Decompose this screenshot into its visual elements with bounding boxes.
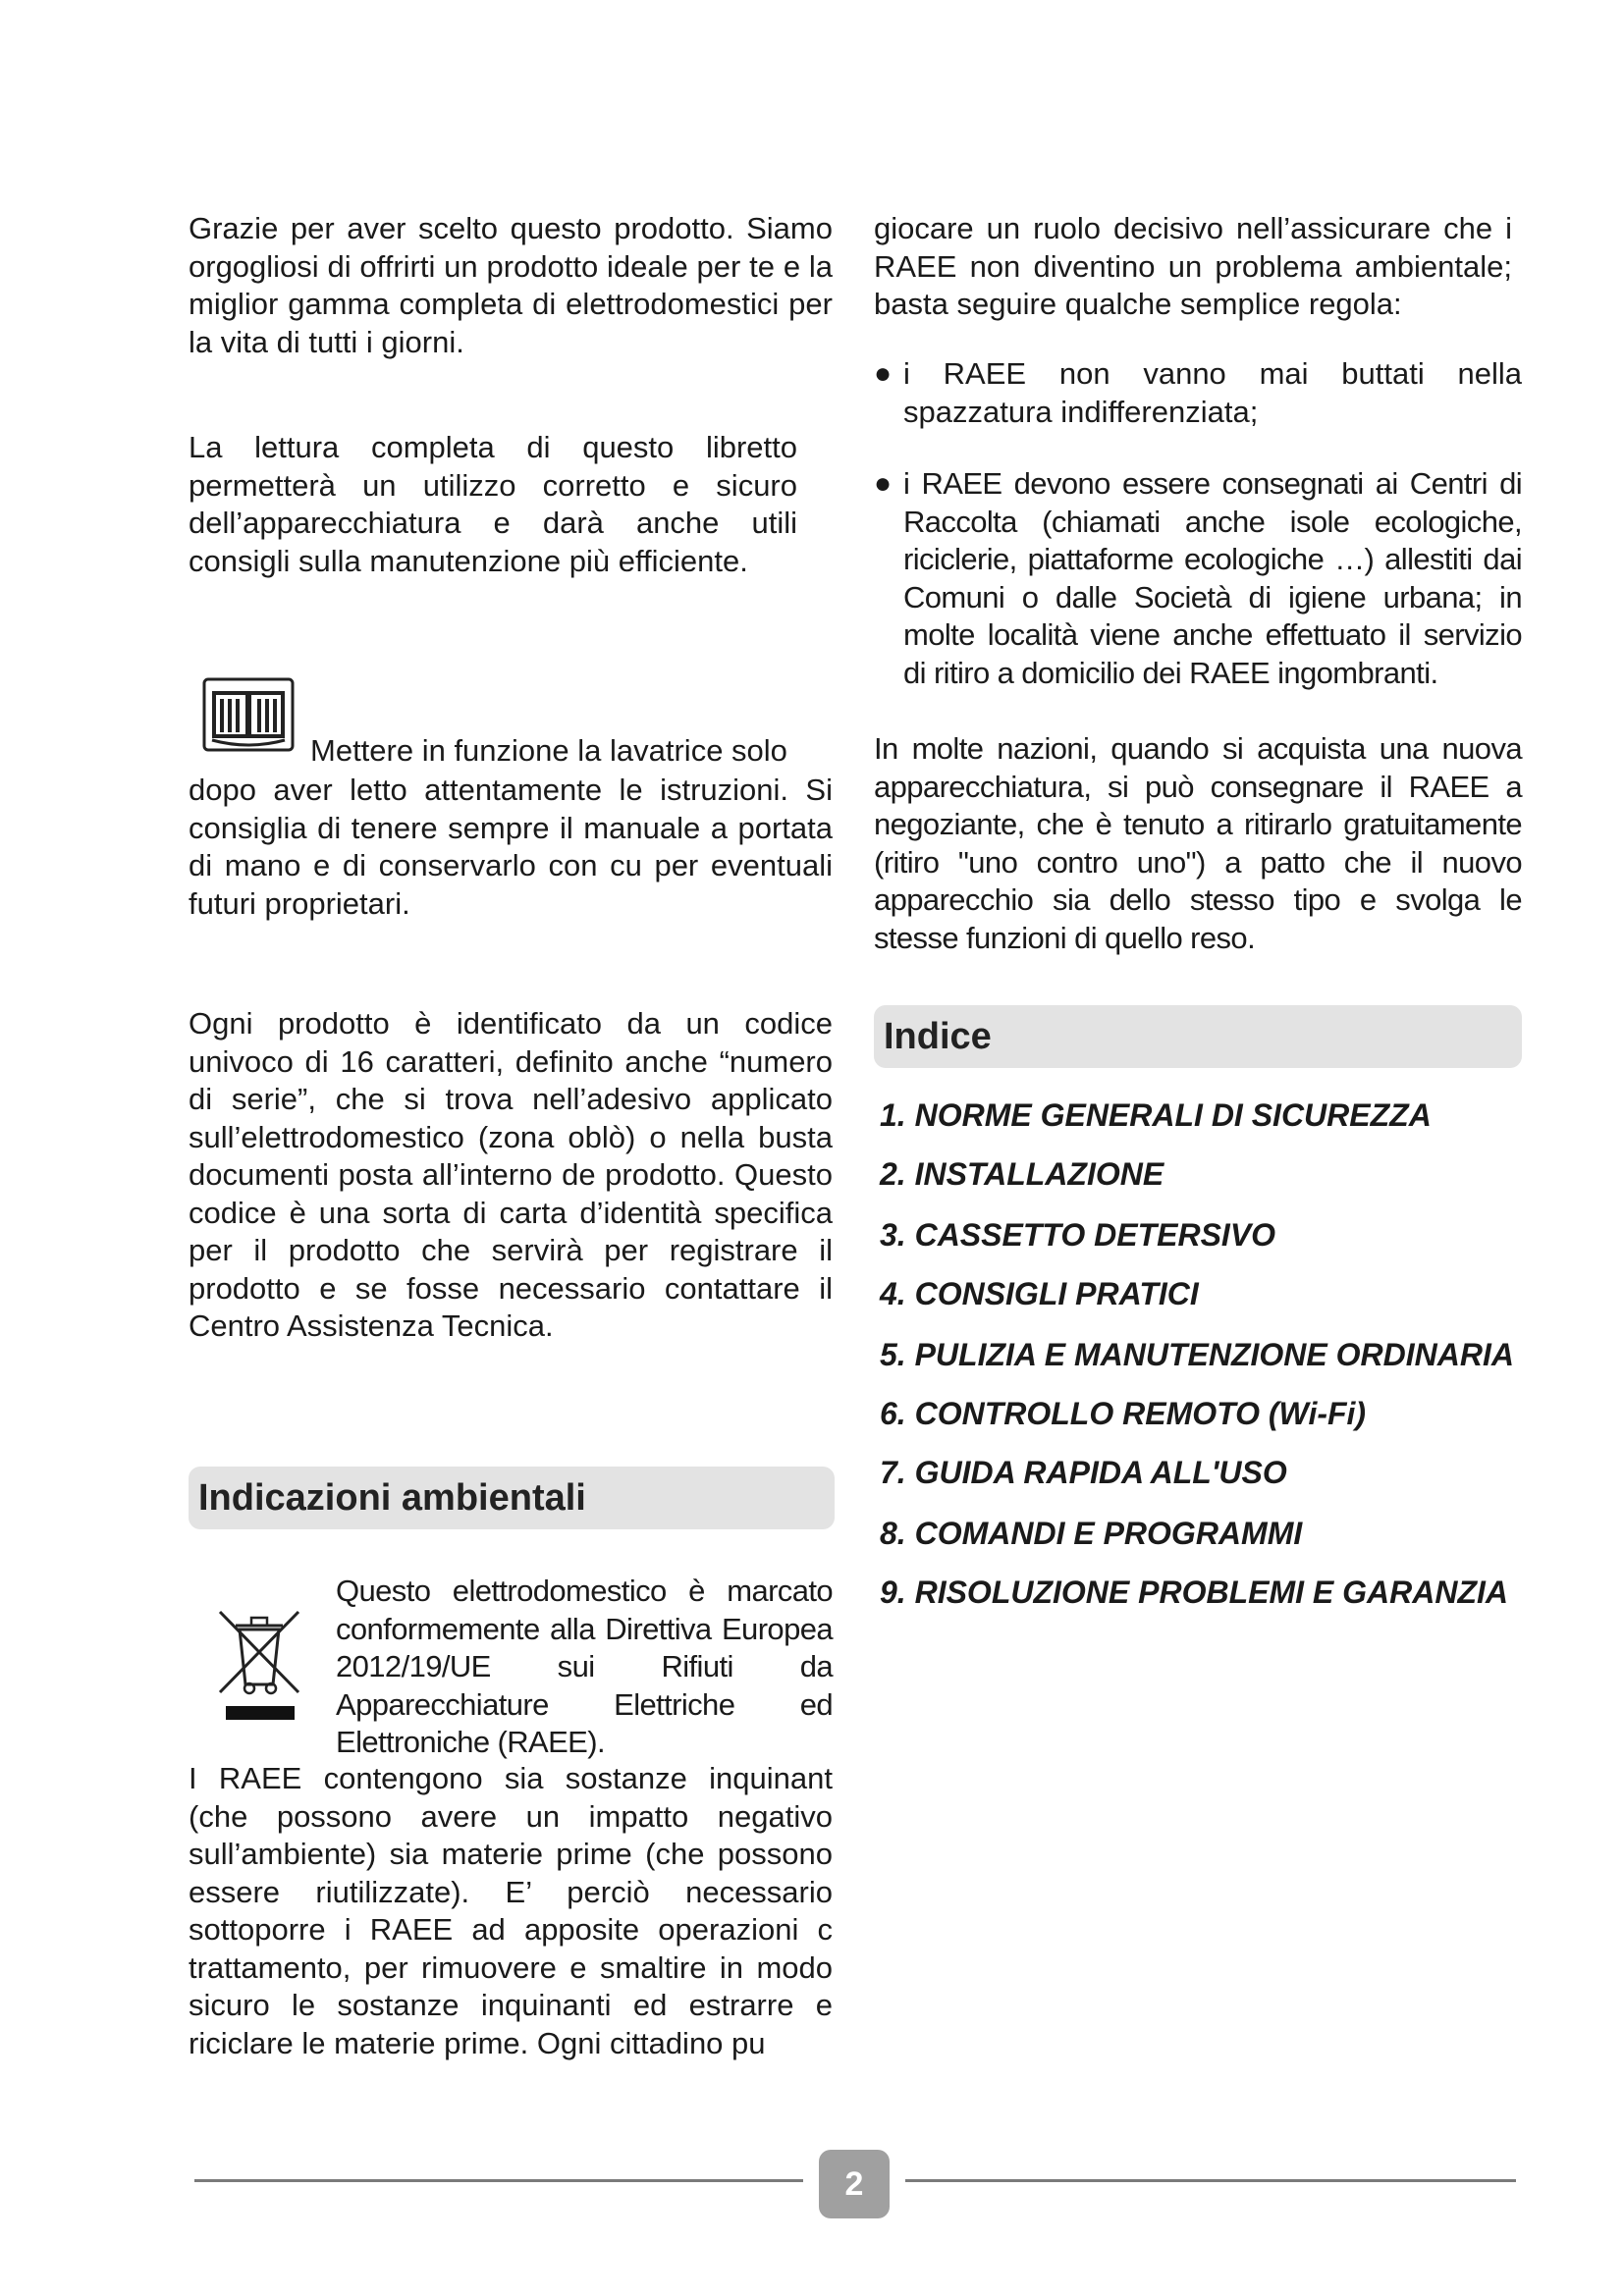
manual-notice-paragraph: dopo aver letto attentamente le istruzioni. Si consiglia di tenere sempre il manuale a portata di mano e di conservarlo con cu per eventuali futuri proprietari. — [189, 773, 833, 921]
list-item — [874, 355, 1522, 431]
nations-paragraph: In molte nazioni, quando si acquista una nuova apparecchiatura, si può consegnare il RAEE a negoziante, che è tenuto a ritirarlo gratuitamente (ritiro "uno contro uno") a patto che il nuovo apparecchio sia dello stesso tipo e svolga le stesse funzioni di quello reso. — [874, 731, 1522, 955]
footer-divider-left — [194, 2179, 803, 2182]
bullet-icon: ● — [874, 467, 893, 500]
toc-item[interactable]: 1. NORME GENERALI DI SICUREZZA — [880, 1097, 1432, 1133]
page-number: 2 — [819, 2150, 890, 2218]
raee-paragraph: I RAEE contengono sia sostanze inquinant (che possono avere un impatto negativo sull’ambiente) sia materie prime (che possono essere riutilizzate). E’ perciò necessario sottoporre i RAEE ad apposite operazioni c trattamento, per rimuovere e smaltire in modo sicuro le sostanze inquinanti ed estrarre e riciclare le materie prime. Ogni cittadino pu — [189, 1761, 833, 2060]
manual-notice-first-line: Mettere in funzione la lavatrice solo — [310, 733, 787, 768]
footer-divider-right — [905, 2179, 1516, 2182]
reading-paragraph: La lettura completa di questo libretto permetterà un utilizzo corretto e sicuro dell’apparecchiatura e darà anche utili consigli sulla manutenzione più efficiente. — [189, 430, 797, 578]
toc-item[interactable]: 6. CONTROLLO REMOTO (Wi-Fi) — [880, 1396, 1367, 1431]
index-heading: Indice — [874, 1005, 1522, 1068]
toc-item[interactable]: 3. CASSETTO DETERSIVO — [880, 1217, 1276, 1253]
toc-item[interactable]: 5. PULIZIA E MANUTENZIONE ORDINARIA — [880, 1337, 1514, 1372]
weee-directive-text: Questo elettrodomestico è marcato conformemente alla Direttiva Europea 2012/19/UE sui Rifiuti da Apparecchiature Elettriche ed Elettroniche (RAEE). — [336, 1574, 833, 1759]
toc-item[interactable]: 8. COMANDI E PROGRAMMI — [880, 1516, 1303, 1551]
serial-number-paragraph: Ogni prodotto è identificato da un codice univoco di 16 caratteri, definito anche “numero di serie”, che si trova nell’adesivo applicato sull’elettrodomestico (zona oblò) o nella busta documenti posta all’interno de prodotto. Questo codice è una sorta di carta d’identità specifica per il prodotto che servirà per registrare il prodotto e se fosse necessario contattare il Centro Assistenza Tecnica. — [189, 1006, 833, 1343]
toc-item[interactable]: 9. RISOLUZIONE PROBLEMI E GARANZIA — [880, 1575, 1509, 1610]
bullet-text: i RAEE non vanno mai buttati nella spazzatura indifferenziata; — [903, 356, 1522, 429]
bullet-icon: ● — [874, 357, 893, 390]
raee-continued-paragraph: giocare un ruolo decisivo nell’assicurare che i RAEE non diventino un problema ambientale; basta seguire qualche semplice regola: — [874, 211, 1512, 321]
toc-item[interactable]: 2. INSTALLAZIONE — [880, 1156, 1164, 1192]
toc-item[interactable]: 4. CONSIGLI PRATICI — [880, 1276, 1199, 1311]
environment-heading: Indicazioni ambientali — [189, 1467, 835, 1529]
bullet-text: i RAEE devono essere consegnati ai Centri di Raccolta (chiamati anche isole ecologiche, riciclerie, piattaforme ecologiche …) allestiti dai Comuni o dalle Società di igiene urbana; in molte località viene anche effettuato il servizio di ritiro a domicilio dei RAEE ingombranti. — [903, 466, 1522, 690]
list-item — [874, 465, 1522, 692]
book-icon — [202, 677, 295, 752]
toc-item[interactable]: 7. GUIDA RAPIDA ALL'USO — [880, 1455, 1287, 1490]
crossed-bin-icon — [214, 1600, 304, 1726]
intro-paragraph: Grazie per aver scelto questo prodotto. Siamo orgogliosi di offrirti un prodotto ideale per te e la miglior gamma completa di elettrodomestici per la vita di tutti i giorni. — [189, 211, 833, 359]
